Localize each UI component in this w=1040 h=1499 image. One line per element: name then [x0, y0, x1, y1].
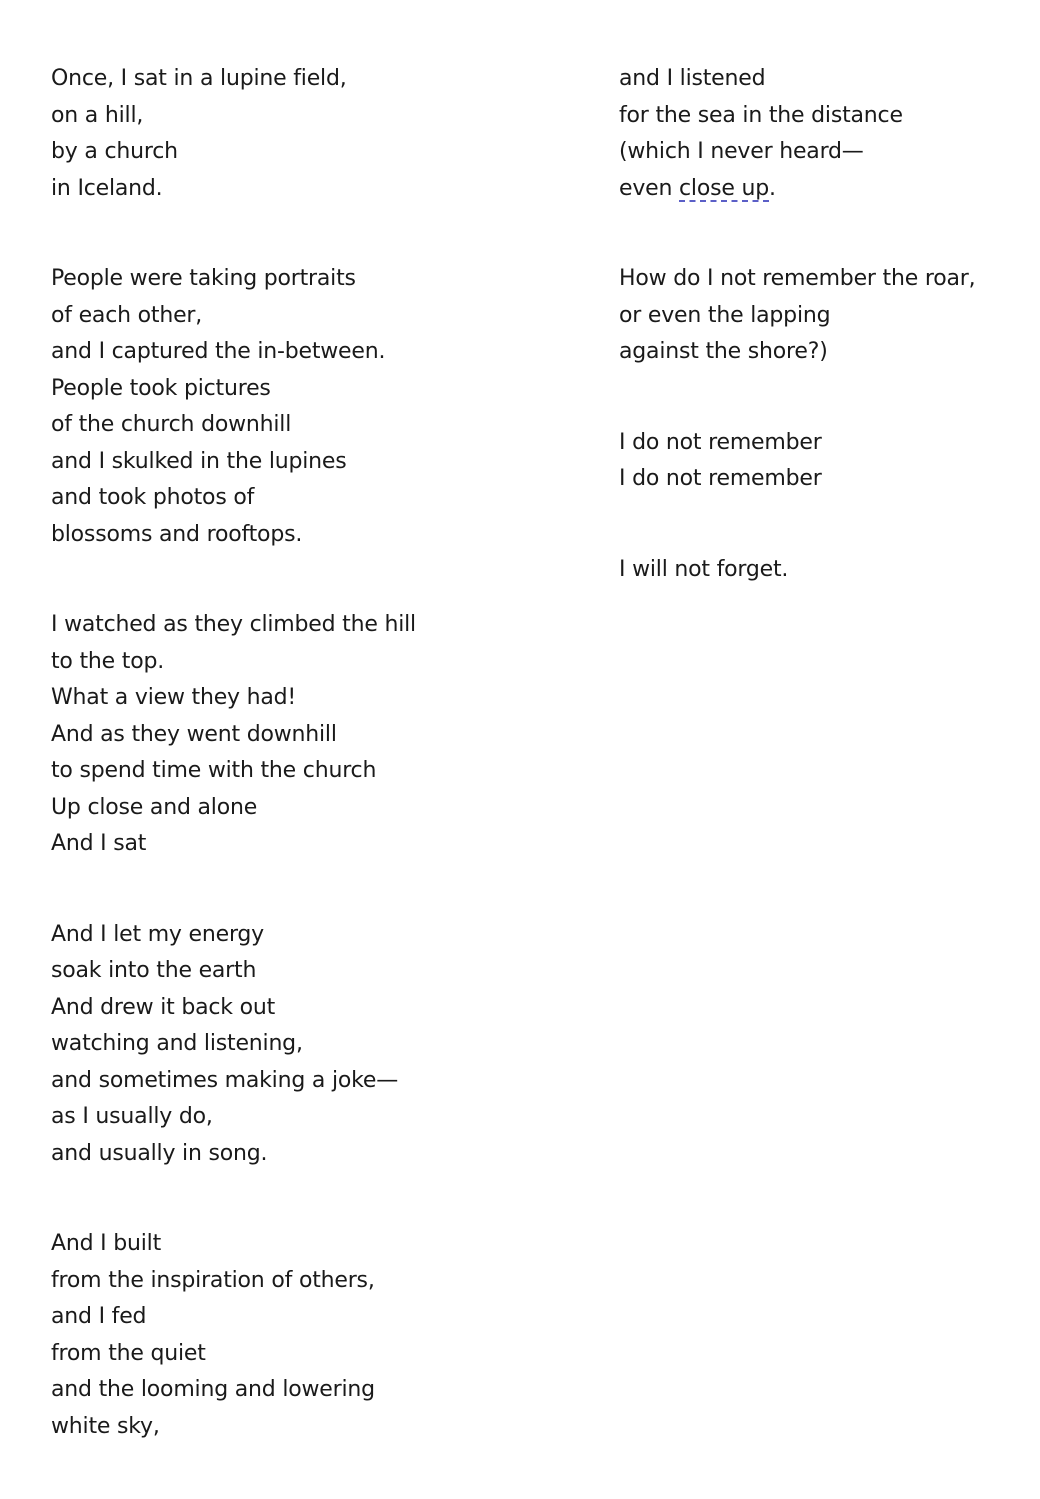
poem-line: I do not remember: [619, 466, 822, 491]
poem-line: And drew it back out: [51, 994, 276, 1020]
poem-line: I do not remember: [619, 429, 822, 455]
poem-line: on a hill,: [51, 102, 144, 128]
poem-line-with-spellcheck: [619, 171, 1019, 208]
poem-line: for the sea in the distance: [619, 102, 903, 128]
poem-line: soak into the earth: [51, 958, 257, 983]
poem-line: And I sat: [51, 831, 147, 856]
poem-line: from the inspiration of others,: [51, 1267, 375, 1293]
poem-line: And I built: [51, 1231, 161, 1256]
poem-line: I watched as they climbed the hill: [51, 612, 416, 637]
poem-line: blossoms and rooftops.: [51, 521, 303, 547]
poem-line: and I listened: [619, 66, 766, 91]
poem-line: (which I never heard—: [619, 139, 864, 164]
poem-right-column: [619, 61, 1019, 642]
stanza-9: [619, 552, 1019, 589]
stanza-3: [51, 607, 571, 863]
poem-line: And I let my energy: [51, 921, 264, 947]
poem-line: against the shore?): [619, 339, 828, 364]
poem-line: in Iceland.: [51, 175, 163, 201]
poem-line: of each other,: [51, 302, 203, 328]
poem-line: and I fed: [51, 1304, 147, 1329]
poem-line: and sometimes making a joke—: [51, 1067, 399, 1093]
poem-line: or even the lapping: [619, 302, 831, 328]
poem-line: and the looming and lowering: [51, 1377, 375, 1402]
poem-line: and I captured the in-between.: [51, 339, 386, 364]
poem-line: as I usually do,: [51, 1104, 213, 1129]
stanza-1: [51, 61, 571, 207]
poem-line: What a view they had!: [51, 685, 297, 710]
poem-line: Once, I sat in a lupine field,: [51, 66, 347, 91]
line-suffix: .: [769, 175, 776, 201]
poem-line: How do I not remember the roar,: [619, 266, 976, 291]
poem-line: Up close and alone: [51, 794, 258, 820]
poem-line: white sky,: [51, 1413, 160, 1439]
spellcheck-flagged-word[interactable]: close up: [679, 175, 769, 201]
poem-line: by a church: [51, 139, 178, 164]
poem-line: from the quiet: [51, 1340, 206, 1366]
stanza-5: [51, 1226, 571, 1445]
poem-line: of the church downhill: [51, 412, 292, 437]
poem-line: watching and listening,: [51, 1031, 303, 1056]
poem-line: I will not forget.: [619, 556, 789, 582]
stanza-6: [619, 61, 1019, 207]
poem-line: to the top.: [51, 648, 165, 674]
poem-line: and took photos of: [51, 485, 255, 510]
poem-line: and I skulked in the lupines: [51, 448, 347, 474]
stanza-4: [51, 917, 571, 1173]
line-prefix: even: [619, 175, 680, 201]
stanza-7: [619, 261, 1019, 371]
poem-line: And as they went downhill: [51, 721, 337, 747]
poem-line: to spend time with the church: [51, 758, 377, 783]
poem-line: People were taking portraits: [51, 266, 356, 291]
poem-left-column: [51, 61, 571, 1499]
poem-line: and usually in song.: [51, 1140, 268, 1166]
stanza-2: [51, 261, 571, 553]
stanza-8: [619, 425, 1019, 498]
poem-line: People took pictures: [51, 375, 271, 401]
